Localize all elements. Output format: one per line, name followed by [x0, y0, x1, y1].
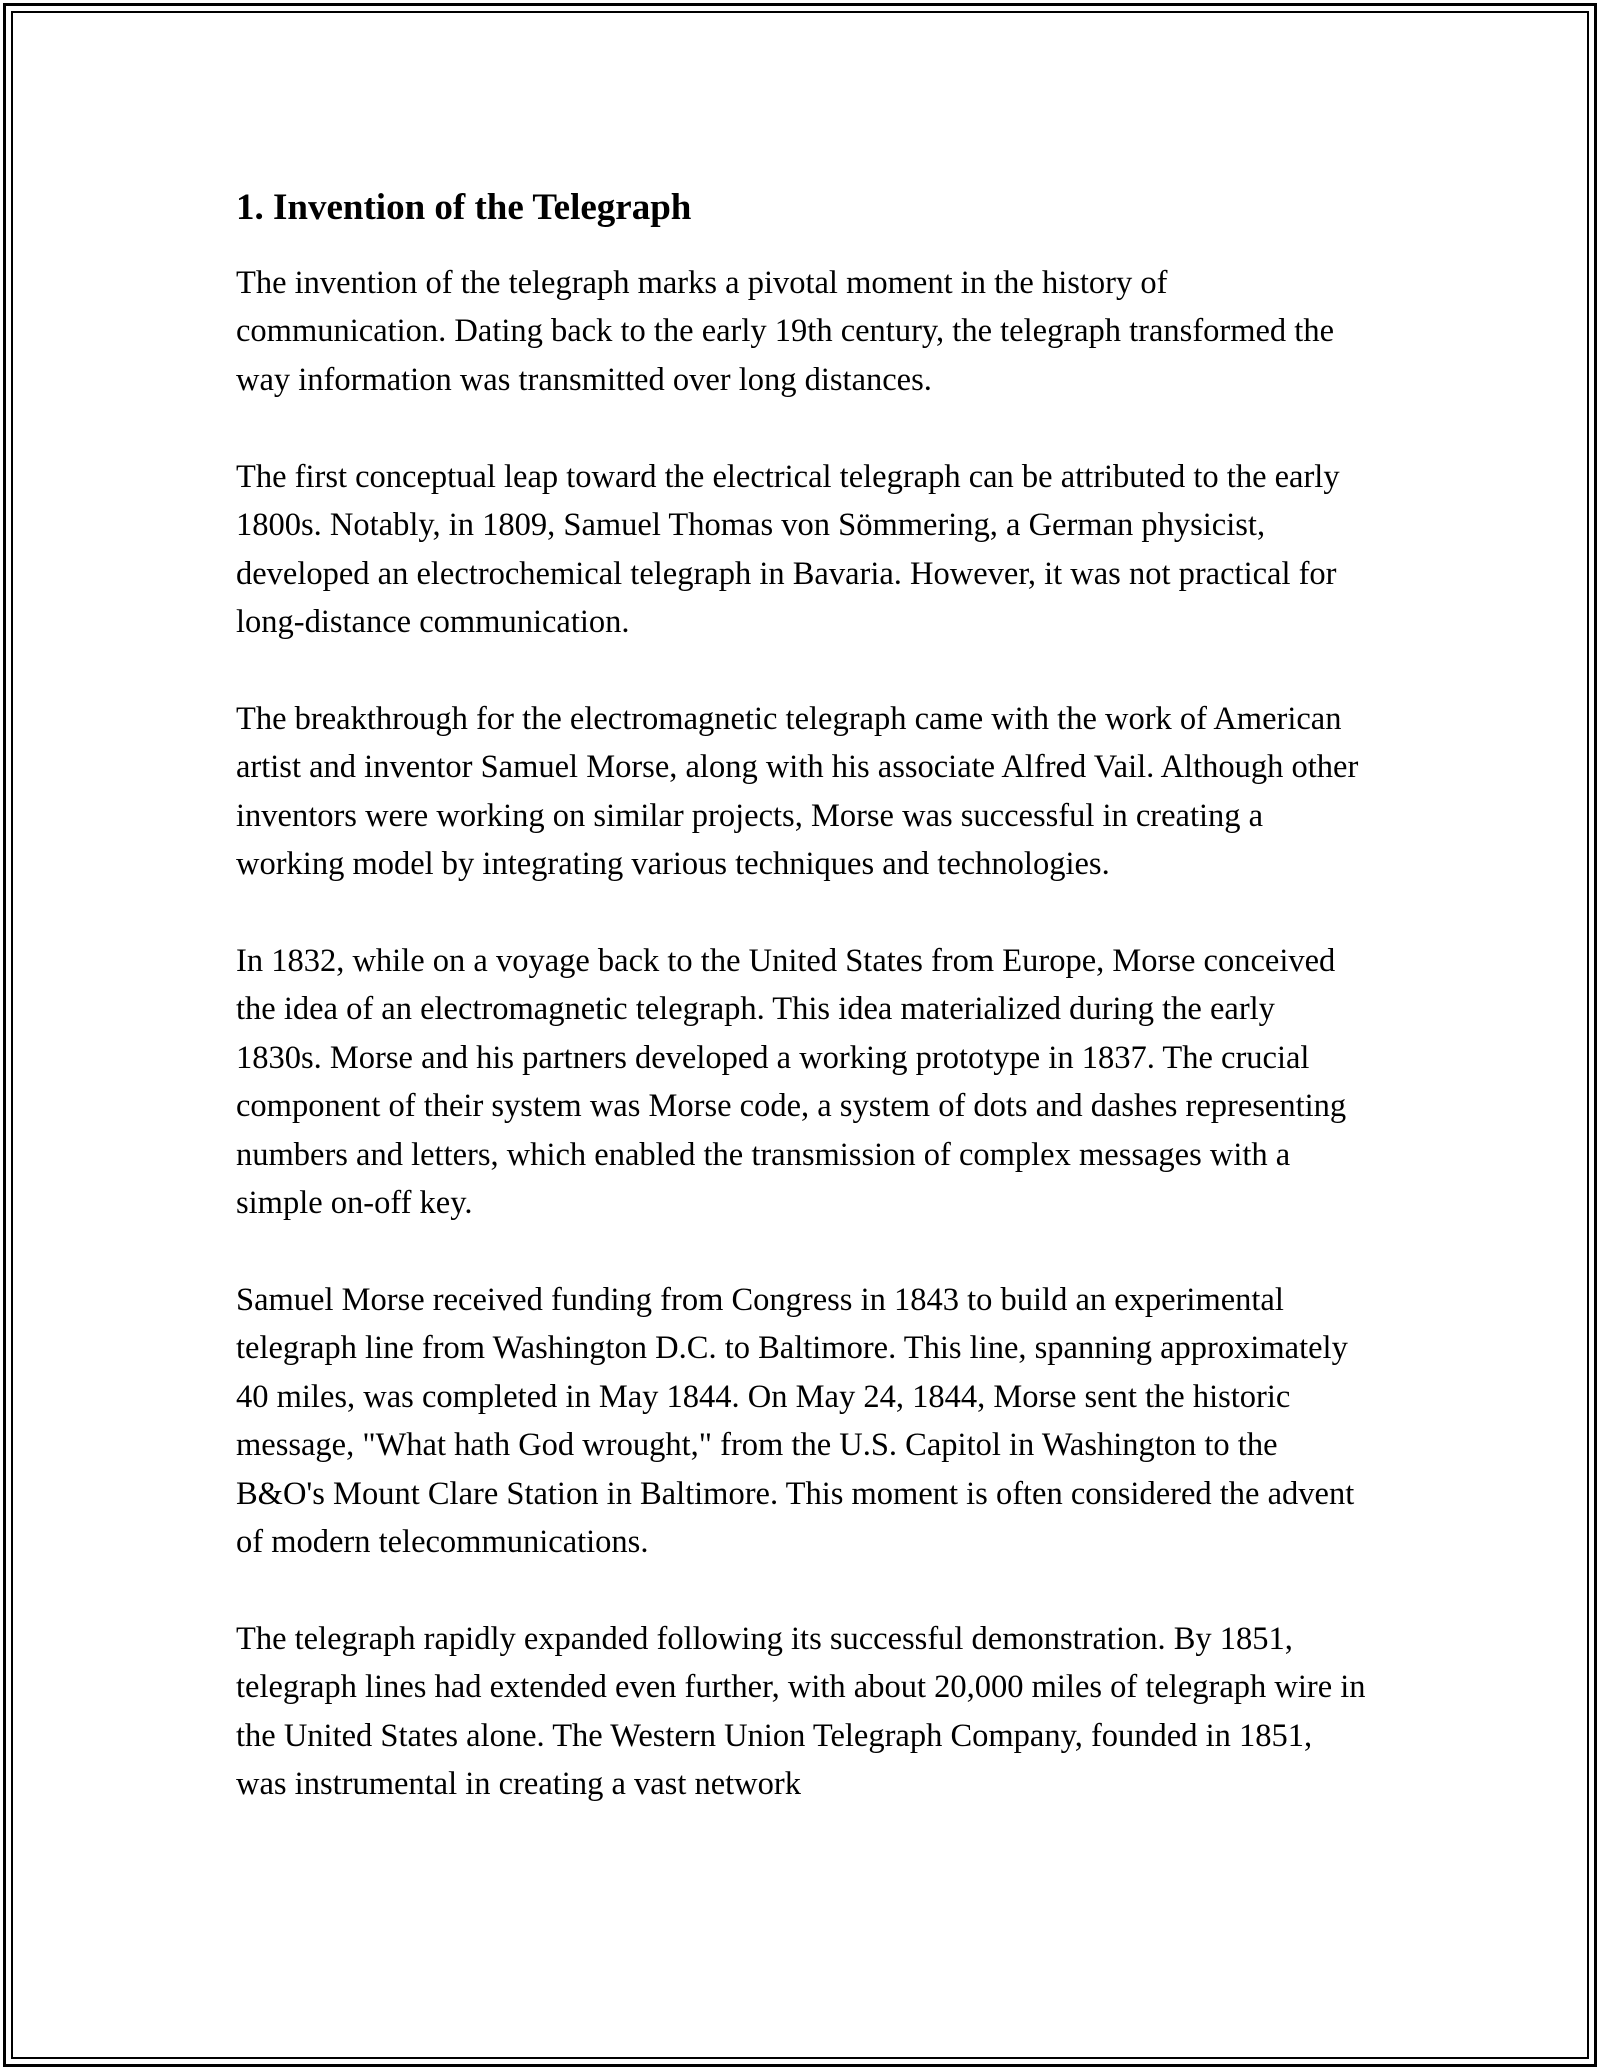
paragraph-intro: The invention of the telegraph marks a pivotal moment in the history of communication. Dating back to the early 19th century, the telegraph transformed the way information was transmitted over long distances.	[236, 265, 1335, 398]
paragraph-expansion: The telegraph rapidly expanded following its successful demonstration. By 1851, telegraph lines had extended even further, with about 20,000 miles of telegraph wire in the United States alone. The Western Union Telegraph Company, founded in 1851, was instrumental in creating a vast network	[236, 1620, 1366, 1803]
section-heading: 1. Invention of the Telegraph	[236, 187, 692, 228]
paragraph-first-line: Samuel Morse received funding from Congress in 1843 to build an experimental telegraph line from Washington D.C. to Baltimore. This line, spanning approximately 40 miles, was completed in May 1844. On May 24, 1844, Morse sent the historic message, "What hath God wrought," from the U.S. Capitol in Washington to the B&O's Mount Clare Station in Baltimore. This moment is often considered the advent of modern telecommunications.	[236, 1281, 1355, 1560]
paragraph-morse-breakthrough: The breakthrough for the electromagnetic telegraph came with the work of American artist and inventor Samuel Morse, along with his associate Alfred Vail. Although other inventors were working on similar projects, Morse was successful in creating a working model by integrating various techniques and technologies.	[236, 700, 1359, 883]
document-body	[236, 186, 1366, 1857]
paragraph-early-concepts: The first conceptual leap toward the electrical telegraph can be attributed to the early 1800s. Notably, in 1809, Samuel Thomas von Sömmering, a German physicist, developed an electrochemical telegraph in Bavaria. However, it was not practical for long-distance communication.	[236, 458, 1340, 640]
paragraph-morse-code: In 1832, while on a voyage back to the United States from Europe, Morse conceived the idea of an electromagnetic telegraph. This idea materialized during the early 1830s. Morse and his partners developed a working prototype in 1837. The crucial component of their system was Morse code, a system of dots and dashes representing numbers and letters, which enabled the transmission of complex messages with a simple on-off key.	[236, 942, 1347, 1221]
